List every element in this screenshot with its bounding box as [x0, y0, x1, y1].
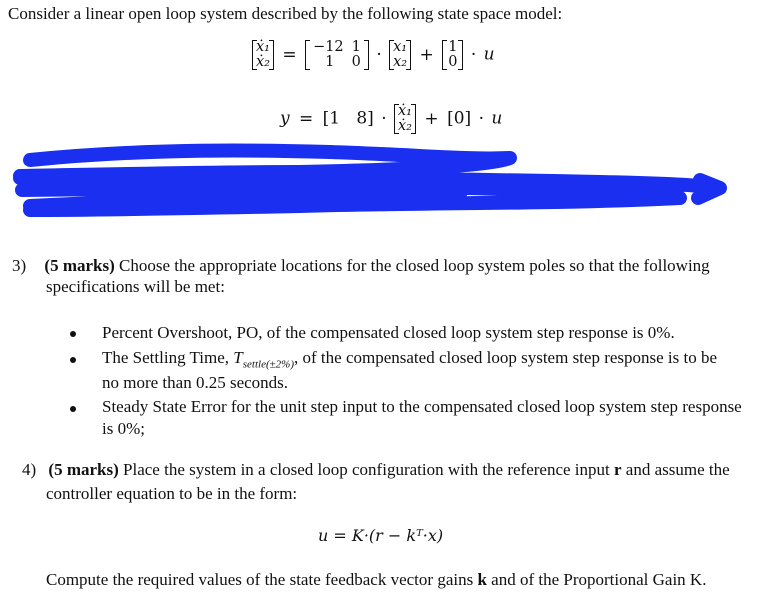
controller-equation: u = K·(r − kᵀ·x) [318, 526, 444, 545]
q3-line1: 3) (5 marks) Choose the appropriate locations for the closed loop system poles so that the following [12, 256, 710, 275]
state-equation: ẋ₁ ẋ₂ = −12 1 1 0 · x₁ x₂ + 1 0 · u [252, 40, 495, 70]
q3-bullet-2: The Settling Time, $T_{settle(\pm 2\%)}$, of the compensated closed loop system step response is to be [102, 348, 718, 371]
q3-marks: (5 marks) [44, 256, 115, 275]
x-vector: x₁ x₂ [389, 40, 411, 70]
q4-line2: controller equation to be in the form: [46, 484, 298, 503]
q3-bullet-3-cont: is 0%; [102, 419, 145, 438]
output-equation: y = [1 8] · ẋ₁ ẋ₂ + [0] · u [280, 103, 503, 134]
b-vector: 1 0 [442, 40, 463, 70]
bullet-dot [70, 406, 76, 412]
q3-bullet-2-cont: no more than 0.25 seconds. [102, 373, 289, 392]
bullet-dot [70, 357, 76, 363]
q4-number: 4) [22, 460, 37, 479]
q3-bullet-1: Percent Overshoot, PO, of the compensated closed loop system step response is 0%. [102, 323, 675, 342]
xdot-vector-output: ẋ₁ ẋ₂ [394, 104, 416, 134]
bullet-dot [70, 331, 76, 337]
q3-bullet-3: Steady State Error for the unit step input to the compensated closed loop system step response [102, 397, 742, 416]
a-matrix: −12 1 1 0 [305, 40, 369, 70]
intro-text: Consider a linear open loop system described by the following state space model: [8, 4, 563, 23]
q3-number: 3) [12, 256, 27, 275]
q3-line2: specifications will be met: [46, 277, 225, 296]
q4-marks: (5 marks) [48, 460, 119, 479]
q4-line1: 4) (5 marks) Place the system in a closed loop configuration with the reference input r and assume the [22, 460, 730, 479]
compute-line: Compute the required values of the state feedback vector gains k and of the Proportional Gain K. [46, 570, 707, 589]
xdot-vector: ẋ₁ ẋ₂ [252, 40, 274, 70]
